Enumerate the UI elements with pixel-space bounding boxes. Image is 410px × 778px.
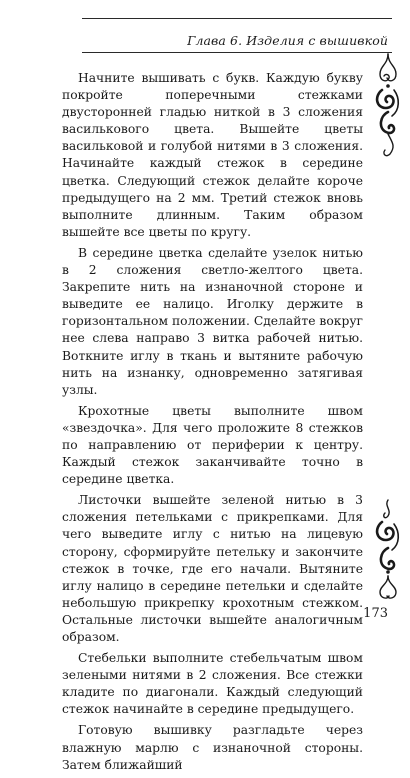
body-text bbox=[62, 70, 363, 778]
paragraph: Готовую вышивку разгладьте через влажную марлю с изнаночной стороны. Затем ближайший bbox=[62, 723, 363, 772]
paragraph: Начните вышивать с букв. Каждую букву покройте поперечными стежками двусторонней гладью ниткой в 3 сложения василькового цвета. Вышейте цветы васильковой и голубой нитями в 3 сложения. Начинайте каждый стежок в середине цветка. Следующий стежок делайте короче предыдущего на 2 мм. Третий стежок вновь выполните длинным. Таким образом вышейте все цветы по кругу. bbox=[62, 71, 363, 239]
paragraph: Стебельки выполните стебельчатым швом зелеными нитями в 2 сложения. Все стежки кладите по диагонали. Каждый следующий стежок начинайте в середине предыдущего. bbox=[62, 651, 363, 717]
paragraph: Крохотные цветы выполните швом «звездочка». Для чего проложите 8 стежков по направлению от периферии к центру. Каждый стежок заканчивайте точно в середине цветка. bbox=[62, 403, 363, 487]
paragraph: Листочки вышейте зеленой нитью в 3 сложения петельками с прикрепками. Для чего выведите иглу с нитью на лицевую сторону, сформируйте петельку и закончите стежок в точке, где его начали. Вытяните иглу налицо в середине петельки и сделайте небольшую прикрепку крохотным стежком. Остальные листочки вышейте аналогичным образом. bbox=[62, 493, 363, 644]
running-head-rule bbox=[82, 52, 392, 53]
running-head: Глава 6. Изделия с вышивкой bbox=[187, 33, 388, 48]
scroll-ornament-icon bbox=[370, 496, 406, 606]
paragraph: В середине цветка сделайте узелок нитью в 2 сложения светло-желтого цвета. Закрепите нить на изнаночной стороне и выведите ее налицо. Иголку держите в горизонтальном положении. Сделайте вокруг нее слева направо 3 витка рабочей нитью. Воткните иглу в ткань и вытяните рабочую нить на изнанку, одновременно затягивая узлы. bbox=[62, 245, 363, 397]
header-top-rule bbox=[82, 18, 392, 19]
scroll-ornament-icon bbox=[370, 50, 406, 160]
page-number: 173 bbox=[363, 606, 388, 621]
